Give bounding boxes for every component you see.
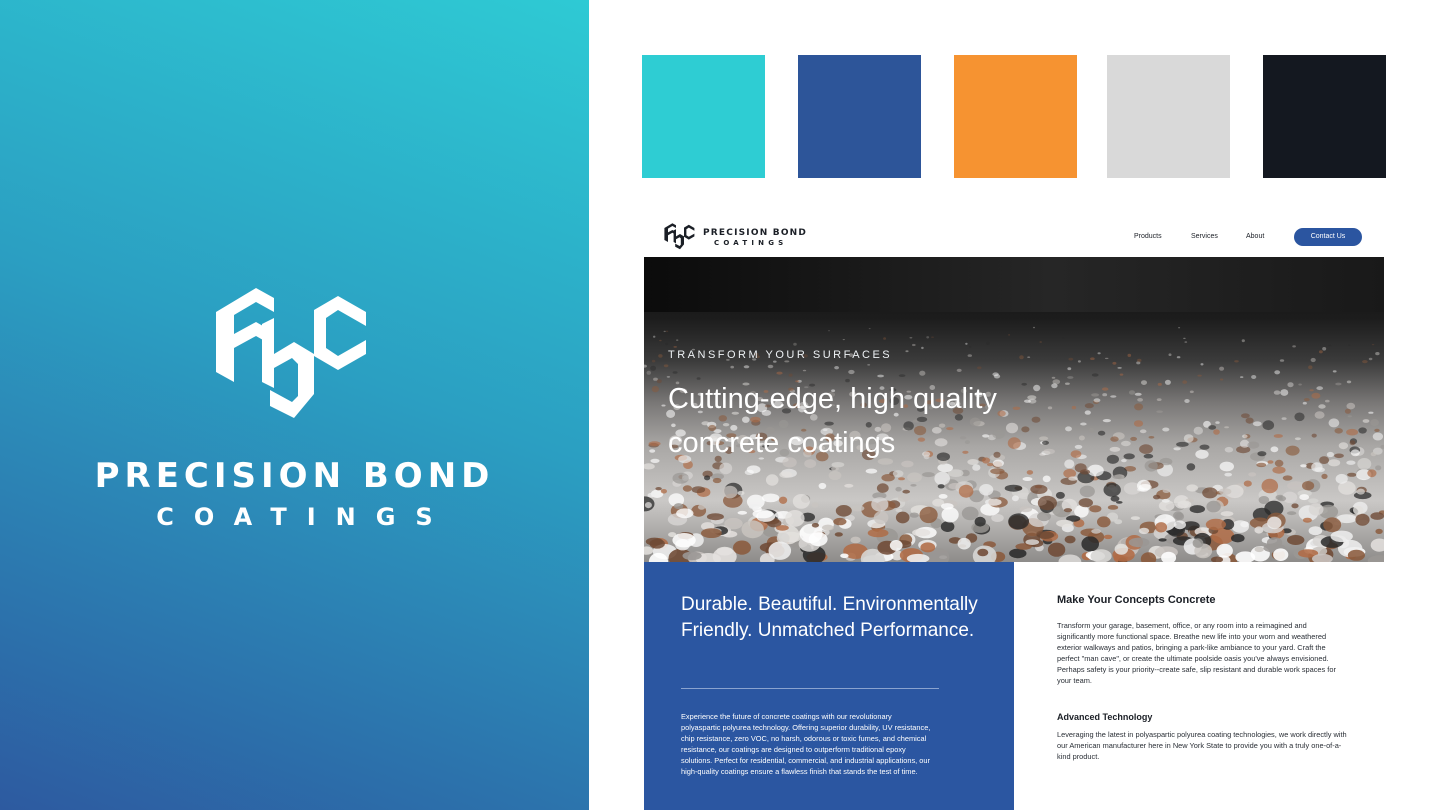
hero-banner (644, 257, 1384, 562)
feature-panel (644, 562, 1014, 810)
contact-us-button[interactable]: Contact Us (1294, 228, 1362, 246)
info-panel (1014, 562, 1384, 810)
nav-brand-line1: PRECISION BOND (703, 228, 808, 238)
feature-body: Experience the future of concrete coatings with our revolutionary polyaspartic polyurea technology. Offering superior durability, UV resistance, chip resistance, zero VOC, no harsh, odorous or toxic fumes, and chemical resistance, our coatings are designed to outperform traditional epoxy solutions. Perfect for residential, commercial, and industrial applications, our high-quality coatings ensure a flawless finish that stands the test of time. (681, 712, 931, 776)
hero-eyebrow: TRANSFORM YOUR SURFACES (668, 349, 893, 361)
nav-brand-line2: COATINGS (714, 239, 788, 247)
concepts-body: Transform your garage, basement, office, or any room into a reimagined and significantly more functional space. Breathe new life into your worn and weathered exterior walkways and patios, bringing a park-like ambiance to your yard. Craft the perfect "man cave", or create the ultimate poolside oasis you've always envisioned. Perhaps safety is your priority--create safe, slip resistant and durable work spaces for your team. (1057, 621, 1336, 685)
feature-headline: Durable. Beautiful. Environmentally Friendly. Unmatched Performance. (681, 594, 978, 641)
color-swatch-black (1263, 55, 1386, 178)
technology-heading: Advanced Technology (1057, 712, 1153, 722)
color-swatch-blue (798, 55, 921, 178)
color-swatch-gray (1107, 55, 1230, 178)
nav-link-services[interactable]: Services (1191, 233, 1218, 240)
color-swatch-teal (642, 55, 765, 178)
nav-link-products[interactable]: Products (1134, 233, 1162, 240)
brand-panel (0, 0, 589, 810)
color-swatch-orange (954, 55, 1077, 178)
nav-link-about[interactable]: About (1246, 233, 1265, 240)
brand-name-line2: COATINGS (156, 503, 453, 531)
pbc-monogram-icon (214, 282, 374, 422)
technology-body: Leveraging the latest in polyaspartic polyurea coating technologies, we work directly with our American manufacturer here in New York State to provide you with a truly one-of-a-kind product. (1057, 730, 1347, 761)
website-mockup (644, 214, 1384, 810)
feature-divider (681, 688, 939, 689)
concepts-heading: Make Your Concepts Concrete (1057, 594, 1216, 606)
nav-brand[interactable] (703, 228, 807, 247)
hero-title: Cutting-edge, high quality concrete coatings (668, 383, 997, 459)
brand-name-line1: PRECISION BOND (94, 456, 495, 496)
site-navbar (644, 214, 1384, 257)
pbc-monogram-icon[interactable] (664, 222, 696, 250)
